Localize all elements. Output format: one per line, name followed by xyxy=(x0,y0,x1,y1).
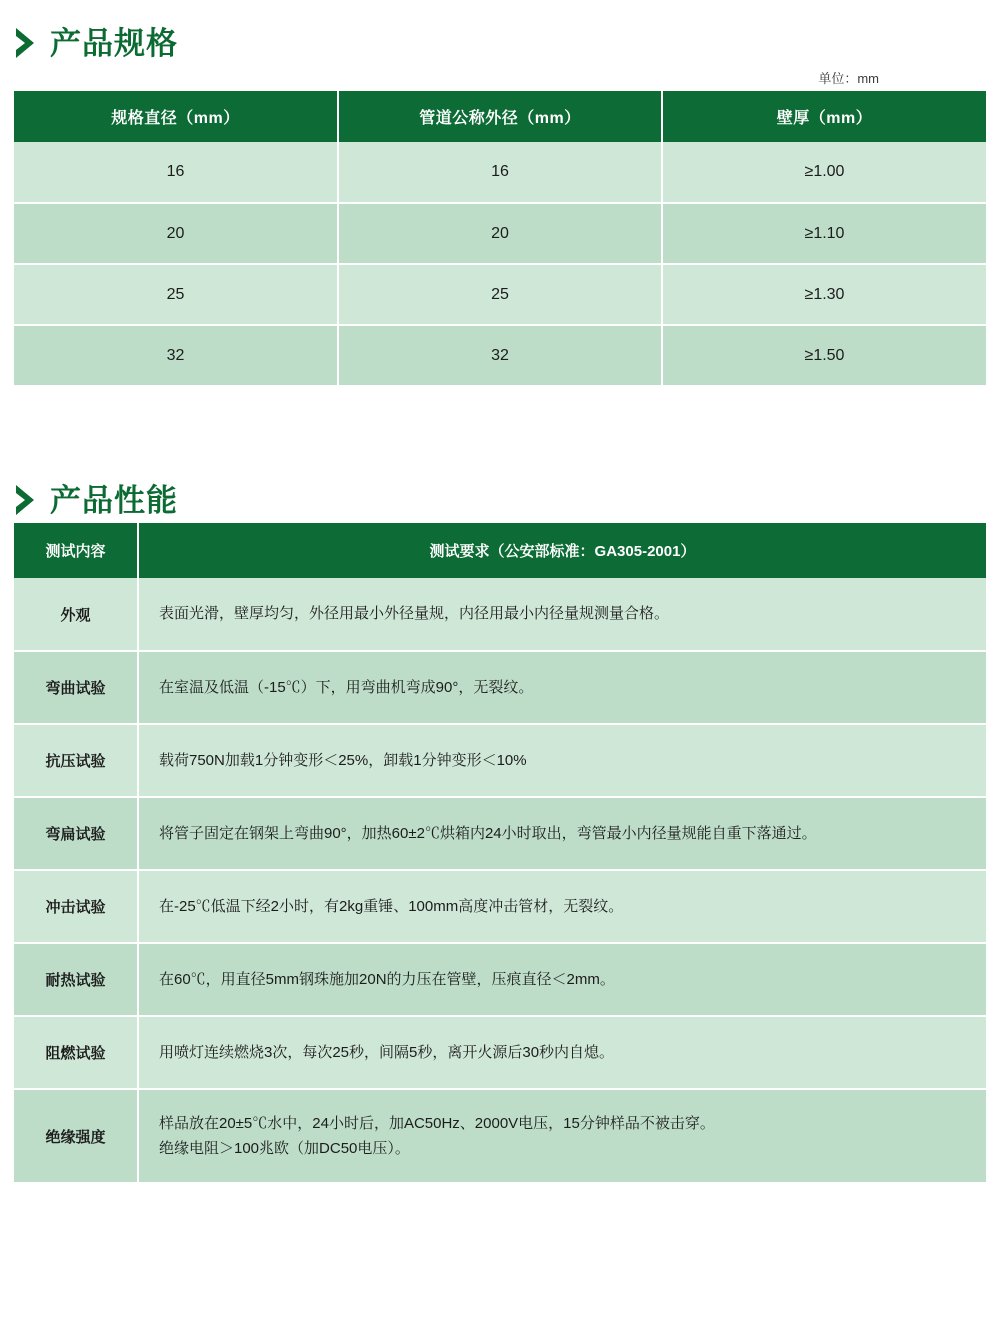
perf-cell-item: 弯扁试验 xyxy=(14,797,138,870)
document-page xyxy=(0,26,1000,1184)
perf-cell-requirement: 表面光滑，壁厚均匀，外径用最小外径量规，内径用最小内径量规测量合格。 xyxy=(138,578,986,651)
performance-section-title: 产品性能 xyxy=(50,482,178,518)
specification-table xyxy=(14,91,986,387)
unit-note: 单位：mm xyxy=(818,71,879,86)
spec-col-wall-thickness: 壁厚（mm） xyxy=(662,91,986,142)
table-row xyxy=(14,1016,986,1089)
perf-col-test-requirement: 测试要求（公安部标准：GA305-2001） xyxy=(138,523,986,578)
table-row xyxy=(14,1089,986,1183)
perf-cell-item: 弯曲试验 xyxy=(14,651,138,724)
table-row xyxy=(14,724,986,797)
spec-cell-nominal-od: 16 xyxy=(338,142,662,203)
spec-cell-wall-thickness: ≥1.50 xyxy=(662,325,986,386)
requirement-line-2: 绝缘电阻＞100兆欧（加DC50电压）。 xyxy=(159,1140,410,1157)
perf-cell-requirement: 载荷750N加载1分钟变形＜25%，卸载1分钟变形＜10% xyxy=(138,724,986,797)
perf-cell-item: 冲击试验 xyxy=(14,870,138,943)
table-header-row xyxy=(14,523,986,578)
perf-cell-requirement: 用喷灯连续燃烧3次，每次25秒，间隔5秒，离开火源后30秒内自熄。 xyxy=(138,1016,986,1089)
perf-cell-item: 耐热试验 xyxy=(14,943,138,1016)
perf-cell-requirement: 在室温及低温（-15℃）下，用弯曲机弯成90°，无裂纹。 xyxy=(138,651,986,724)
perf-cell-requirement: 在60℃，用直径5mm钢珠施加20N的力压在管壁，压痕直径＜2mm。 xyxy=(138,943,986,1016)
spec-cell-diameter: 32 xyxy=(14,325,338,386)
table-row xyxy=(14,325,986,386)
perf-cell-item: 绝缘强度 xyxy=(14,1089,138,1183)
perf-col-test-item: 测试内容 xyxy=(14,523,138,578)
spec-cell-wall-thickness: ≥1.30 xyxy=(662,264,986,325)
spec-cell-nominal-od: 32 xyxy=(338,325,662,386)
spec-cell-diameter: 20 xyxy=(14,203,338,264)
spec-col-diameter: 规格直径（mm） xyxy=(14,91,338,142)
perf-cell-item: 外观 xyxy=(14,578,138,651)
table-row xyxy=(14,203,986,264)
table-row xyxy=(14,797,986,870)
table-row xyxy=(14,943,986,1016)
table-row xyxy=(14,264,986,325)
spec-section-title: 产品规格 xyxy=(50,25,178,61)
spec-cell-wall-thickness: ≥1.00 xyxy=(662,142,986,203)
spec-col-nominal-od: 管道公称外径（mm） xyxy=(338,91,662,142)
table-row xyxy=(14,651,986,724)
chevron-right-icon xyxy=(14,483,40,517)
perf-cell-requirement: 将管子固定在钢架上弯曲90°，加热60±2℃烘箱内24小时取出，弯管最小内径量规能自重下落通过。 xyxy=(138,797,986,870)
perf-cell-requirement xyxy=(138,1089,986,1183)
table-header-row xyxy=(14,91,986,142)
perf-cell-requirement: 在-25℃低温下经2小时，有2kg重锤、100mm高度冲击管材，无裂纹。 xyxy=(138,870,986,943)
chevron-right-icon xyxy=(14,26,40,60)
spec-cell-nominal-od: 25 xyxy=(338,264,662,325)
section-heading-spec xyxy=(14,26,986,60)
spec-cell-wall-thickness: ≥1.10 xyxy=(662,203,986,264)
spec-cell-nominal-od: 20 xyxy=(338,203,662,264)
table-row xyxy=(14,142,986,203)
table-row xyxy=(14,870,986,943)
table-row xyxy=(14,578,986,651)
performance-table xyxy=(14,523,986,1184)
spec-cell-diameter: 16 xyxy=(14,142,338,203)
spec-cell-diameter: 25 xyxy=(14,264,338,325)
section-heading-performance xyxy=(14,483,986,517)
perf-cell-item: 阻燃试验 xyxy=(14,1016,138,1089)
perf-cell-item: 抗压试验 xyxy=(14,724,138,797)
requirement-line-1: 样品放在20±5℃水中，24小时后，加AC50Hz、2000V电压，15分钟样品不被击穿。 xyxy=(159,1114,715,1132)
section-divider-space xyxy=(14,387,986,483)
